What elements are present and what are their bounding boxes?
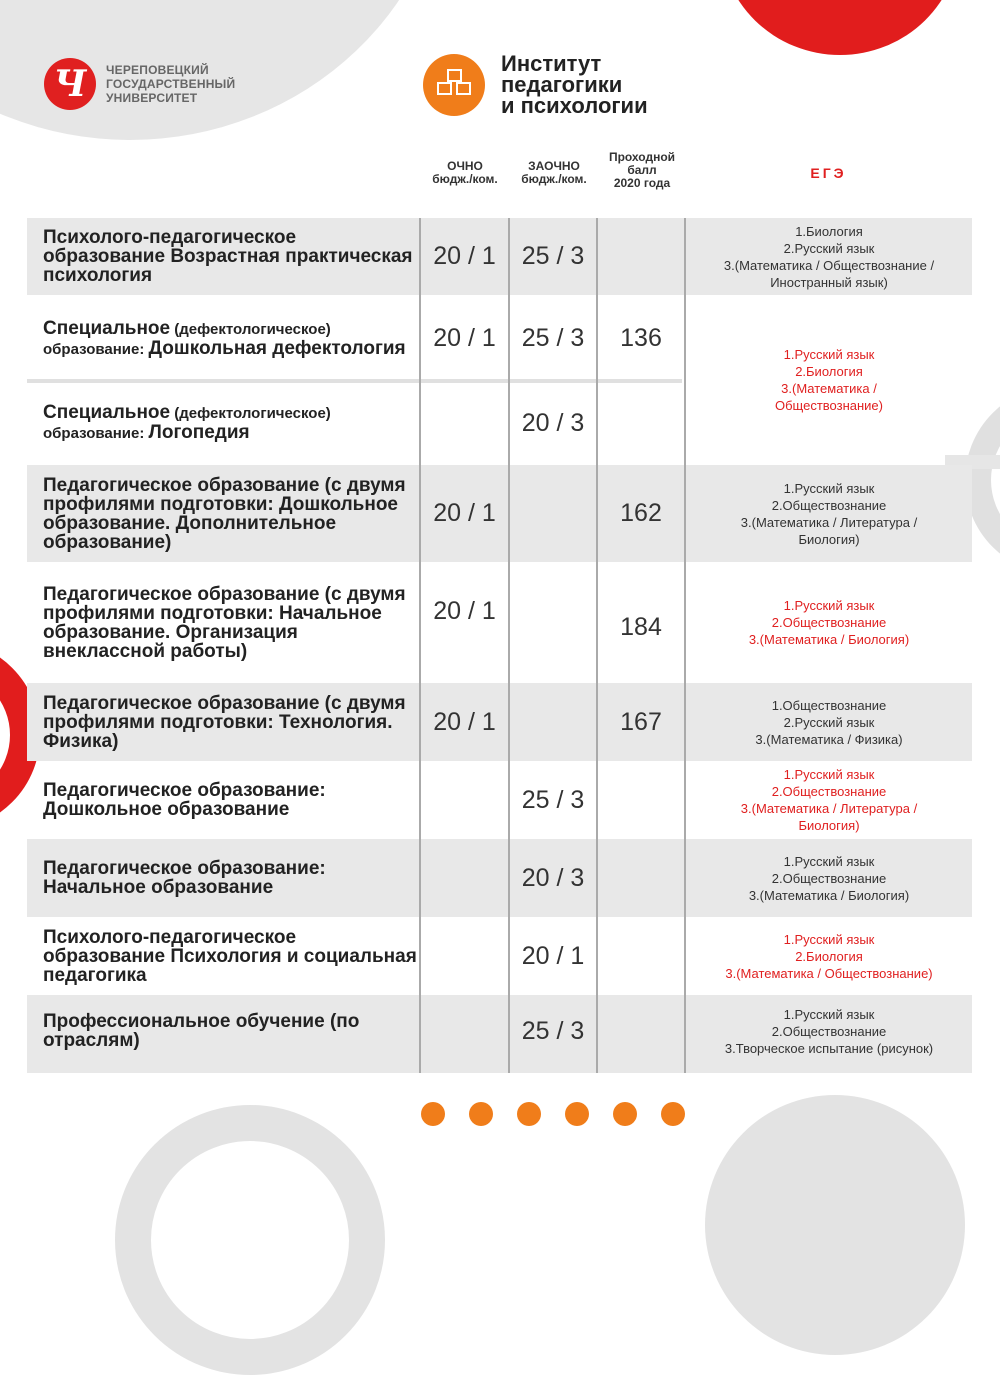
ege-line: 3.(Математика /	[781, 381, 877, 396]
university-name	[106, 63, 235, 105]
ege-line: 3.(Математика / Биология)	[748, 632, 910, 647]
zaochno-value: 25 / 3	[521, 785, 585, 814]
ege-subjects	[686, 995, 972, 1067]
header-score-line: Проходной	[608, 150, 676, 164]
zaochno-value: 25 / 3	[521, 1016, 585, 1045]
ege-line: 2.Биология	[795, 948, 863, 964]
institute-logo-block	[423, 53, 648, 116]
program-name	[43, 385, 423, 461]
program-name-text: Педагогическое образование: Дошкольное образование	[43, 780, 326, 820]
university-logo-icon: Ч	[44, 58, 96, 110]
decor-dot	[469, 1102, 493, 1126]
ege-line: 2.Обществознание	[771, 1023, 887, 1039]
program-name-text: Профессиональное обучение (по отраслям)	[43, 1011, 360, 1051]
ege-line: 1.Биология	[795, 223, 863, 239]
ege-line: Иностранный язык)	[770, 274, 888, 290]
zaochno-value	[510, 683, 596, 761]
zaochno-value: 20 / 1	[521, 941, 585, 970]
program-name	[43, 917, 423, 995]
ege-line: 2.Обществознание	[771, 497, 887, 513]
zaochno-value	[510, 562, 596, 683]
program-name-text	[43, 403, 423, 443]
ege-line: 2.Биология	[795, 364, 863, 379]
ege-line: 1.Русский язык	[783, 1006, 875, 1022]
score-value: 136	[620, 323, 662, 352]
decor-dot	[565, 1102, 589, 1126]
score-value	[598, 385, 684, 461]
decor-dot	[661, 1102, 685, 1126]
ochno-value	[421, 917, 508, 995]
program-name-text	[43, 319, 423, 359]
university-name-line: ГОСУДАРСТВЕННЫЙ	[106, 77, 236, 91]
score-value: 184	[620, 612, 662, 641]
header-ege: ЕГЭ	[810, 165, 847, 181]
ochno-value: 20 / 1	[433, 323, 496, 352]
header-ochno-line: ОЧНО	[447, 159, 483, 173]
ege-line: 3.(Математика / Обществознание /	[723, 257, 935, 273]
ege-line: Биология)	[798, 818, 860, 833]
institute-title-line: Институт	[501, 51, 602, 76]
program-name-part: (дефектологическое)	[170, 405, 331, 422]
ege-line: 3.Творческое испытание (рисунок)	[724, 1040, 934, 1056]
ochno-value: 20 / 1	[433, 242, 496, 270]
program-name-part: Специальное	[43, 318, 171, 339]
ege-line: 2.Обществознание	[771, 615, 887, 630]
ege-subjects	[686, 465, 972, 562]
score-value	[598, 839, 684, 917]
ege-line: 3.(Математика / Физика)	[755, 731, 903, 747]
ege-line: 1.Русский язык	[783, 480, 875, 496]
university-logo-block	[44, 58, 235, 110]
program-name	[43, 562, 423, 683]
decor-dot	[421, 1102, 445, 1126]
program-name-text: Педагогическое образование (с двумя профилями подготовки: Дошкольное образование. Дополнительное образование)	[43, 474, 406, 553]
zaochno-value: 25 / 3	[521, 242, 585, 270]
score-value: 162	[620, 499, 662, 527]
ege-line: 3.(Математика / Биология)	[748, 887, 910, 903]
program-name	[43, 995, 423, 1067]
institute-title-line: и психологии	[501, 93, 648, 118]
ege-line: 1.Русский язык	[783, 598, 875, 613]
ege-line: 1.Русский язык	[783, 347, 875, 362]
row-separator	[27, 379, 682, 383]
program-name-part: Дошкольная дефектология	[148, 338, 406, 359]
ege-subjects	[686, 683, 972, 761]
program-name-part: Логопедия	[148, 422, 250, 443]
program-name	[43, 300, 423, 378]
ochno-value: 20 / 1	[433, 499, 496, 527]
header-score-line: 2020 года	[613, 176, 671, 190]
score-value: 167	[620, 707, 662, 736]
program-name-text: Психолого-педагогическое образование Возрастная практическая психология	[43, 227, 413, 286]
score-value	[598, 995, 684, 1067]
header-ochno	[420, 160, 510, 186]
ege-line: 1.Русский язык	[783, 767, 875, 782]
header-score-line: балл	[627, 163, 657, 177]
ochno-value	[421, 995, 508, 1067]
ege-subjects	[686, 298, 972, 462]
bg-ring-grey-bottom	[115, 1105, 385, 1375]
ochno-value: 20 / 1	[433, 707, 496, 736]
ege-subjects	[686, 761, 972, 839]
bg-circle-red-top	[720, 0, 960, 55]
ege-line: 2.Русский язык	[783, 240, 875, 256]
ege-line: 3.(Математика / Обществознание)	[725, 965, 933, 981]
header-zaochno	[508, 160, 600, 186]
program-name-part: Специальное	[43, 402, 171, 423]
zaochno-value: 25 / 3	[521, 323, 585, 352]
ege-line: 1.Русский язык	[783, 853, 875, 869]
program-name-part: образование:	[43, 425, 149, 442]
program-name	[43, 465, 423, 562]
ege-line: 2.Обществознание	[771, 784, 887, 799]
ege-line: 2.Русский язык	[783, 714, 875, 730]
header-zaochno-line: ЗАОЧНО	[528, 159, 580, 173]
bg-circle-grey-bottom	[705, 1095, 965, 1355]
program-name	[43, 761, 423, 839]
score-value	[598, 218, 684, 295]
header-score	[597, 151, 687, 190]
ege-line: 2.Обществознание	[771, 870, 887, 886]
program-name-text: Психолого-педагогическое образование Психология и социальная педагогика	[43, 926, 417, 986]
zaochno-value: 20 / 3	[521, 408, 585, 437]
program-name	[43, 683, 423, 761]
decor-dot	[517, 1102, 541, 1126]
score-value	[598, 917, 684, 995]
ege-subjects	[686, 562, 972, 683]
program-name	[43, 839, 423, 917]
university-name-line: ЧЕРЕПОВЕЦКИЙ	[106, 63, 209, 77]
program-name-text: Педагогическое образование: Начальное образование	[43, 858, 326, 898]
ege-line: 3.(Математика / Литература /	[740, 801, 918, 816]
header-ochno-line: бюдж./ком.	[432, 172, 498, 186]
zaochno-value	[510, 465, 596, 562]
program-name-part: образование:	[43, 341, 149, 358]
ege-line: Биология)	[798, 531, 860, 547]
ege-line: 1.Русский язык	[783, 931, 875, 947]
zaochno-value: 20 / 3	[521, 863, 585, 892]
program-name-text: Педагогическое образование (с двумя профилями подготовки: Начальное образование. Организация внеклассной работы)	[43, 583, 406, 662]
institute-title-line: педагогики	[501, 72, 623, 97]
ege-subjects	[686, 917, 972, 995]
ege-line: 3.(Математика / Литература /	[740, 514, 918, 530]
ege-subjects	[686, 839, 972, 917]
score-value	[598, 761, 684, 839]
ege-subjects	[686, 218, 972, 295]
institute-title	[501, 53, 648, 116]
program-name-text: Педагогическое образование (с двумя профилями подготовки: Технология. Физика)	[43, 692, 406, 752]
header-zaochno-line: бюдж./ком.	[521, 172, 587, 186]
program-name	[43, 218, 423, 295]
decor-dot	[613, 1102, 637, 1126]
ege-line: 1.Обществознание	[771, 697, 887, 713]
ochno-value	[421, 385, 508, 461]
program-name-part: (дефектологическое)	[170, 321, 331, 338]
ochno-value	[421, 839, 508, 917]
ochno-value	[421, 761, 508, 839]
university-name-line: УНИВЕРСИТЕТ	[106, 91, 198, 105]
ochno-value: 20 / 1	[433, 596, 496, 625]
cubes-icon	[423, 54, 485, 116]
ege-line: Обществознание)	[774, 398, 883, 413]
